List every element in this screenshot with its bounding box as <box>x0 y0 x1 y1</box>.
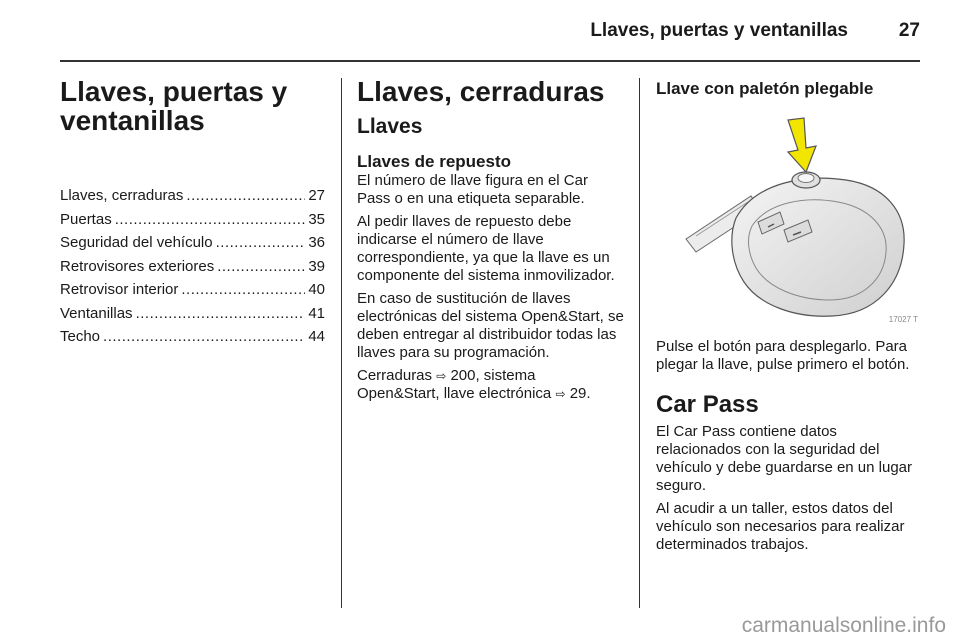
toc-label: Ventanillas <box>60 304 133 322</box>
toc-entry[interactable] <box>60 255 325 279</box>
reference-link[interactable]: 29. <box>569 385 591 402</box>
chapter-title-line-2: ventanillas <box>60 105 205 136</box>
toc-leader <box>115 208 306 232</box>
toc-page: 41 <box>308 304 325 322</box>
paragraph: Al pedir llaves de repuesto debe indicarse el número de llave correspondiente, ya que la llave es un componente del sistema inmovilizador. <box>357 213 615 284</box>
section-column <box>357 70 624 403</box>
section-title: Llaves, cerraduras <box>357 76 605 107</box>
subsubsection-title: Llaves de repuesto <box>357 152 512 171</box>
running-title: Llaves, puertas y ventanillas <box>590 20 848 41</box>
toc-page: 27 <box>308 187 325 204</box>
toc-label: Retrovisores exteriores <box>60 257 215 275</box>
reference-text: Open&Start, llave electrónica <box>357 385 552 402</box>
paragraph: En caso de sustitución de llaves electrónicas del sistema Open&Start, se deben entregar al distribuidor todas las llaves para su programación. <box>357 290 624 361</box>
section-title: Car Pass <box>656 391 759 418</box>
reference-text: Cerraduras <box>357 367 433 384</box>
chapter-column <box>60 70 325 349</box>
toc-label: Techo <box>60 328 101 345</box>
toc-leader <box>217 255 305 279</box>
toc-label: Puertas <box>60 210 112 228</box>
paragraph: Pulse el botón para desplegarlo. Para plegar la llave, pulse primero el botón. <box>656 338 910 373</box>
toc-entry[interactable] <box>60 278 325 302</box>
toc-page: 35 <box>308 210 325 228</box>
toc-leader <box>103 325 305 349</box>
paragraph: Al acudir a un taller, estos datos del vehículo son necesarios para realizar determinados trabajos. <box>656 500 905 553</box>
cross-reference-paragraph <box>357 367 624 403</box>
toc-leader <box>186 184 305 208</box>
toc-label: Retrovisor interior <box>60 281 179 298</box>
toc-page: 40 <box>308 281 325 298</box>
toc-leader <box>136 302 306 326</box>
paragraph: El número de llave figura en el Car Pass o en una etiqueta separable. <box>357 172 588 207</box>
flip-key-drawing <box>656 114 920 326</box>
reference-link[interactable]: 200, sistema <box>450 367 536 384</box>
column-divider-1 <box>341 78 342 608</box>
toc-entry[interactable] <box>60 302 325 326</box>
column-divider-2 <box>639 78 640 608</box>
toc-leader <box>216 231 306 255</box>
toc-page: 44 <box>308 328 325 345</box>
page-reference-arrow-icon: ⇨ <box>436 369 447 383</box>
key-fob <box>732 178 904 316</box>
page-reference-arrow-icon: ⇨ <box>555 387 566 401</box>
toc-page: 39 <box>308 257 325 275</box>
toc-leader <box>181 278 305 302</box>
toc-entry[interactable] <box>60 325 325 349</box>
subsection-title: Llaves <box>357 115 423 138</box>
key-illustration <box>656 114 920 326</box>
table-of-contents <box>60 184 325 349</box>
paragraph: El Car Pass contiene datos relacionados con la seguridad del vehículo y debe guardarse en un lugar seguro. <box>656 423 913 494</box>
press-direction-arrow <box>788 118 816 172</box>
toc-entry[interactable] <box>60 208 325 232</box>
page-header <box>60 16 920 46</box>
chapter-title-line-1: Llaves, puertas y <box>60 76 288 107</box>
figure-code: 17027 T <box>888 315 918 324</box>
watermark: carmanualsonline.info <box>741 614 946 637</box>
toc-entry[interactable] <box>60 184 325 208</box>
toc-label: Seguridad del vehículo <box>60 234 213 251</box>
toc-page: 36 <box>308 234 325 251</box>
toc-label: Llaves, cerraduras <box>60 187 184 204</box>
chapter-title <box>60 77 325 135</box>
right-column <box>656 70 922 554</box>
page-number: 27 <box>898 20 920 41</box>
toc-entry[interactable] <box>60 231 325 255</box>
subsection-title: Llave con paletón plegable <box>656 79 874 98</box>
header-divider <box>60 60 920 62</box>
